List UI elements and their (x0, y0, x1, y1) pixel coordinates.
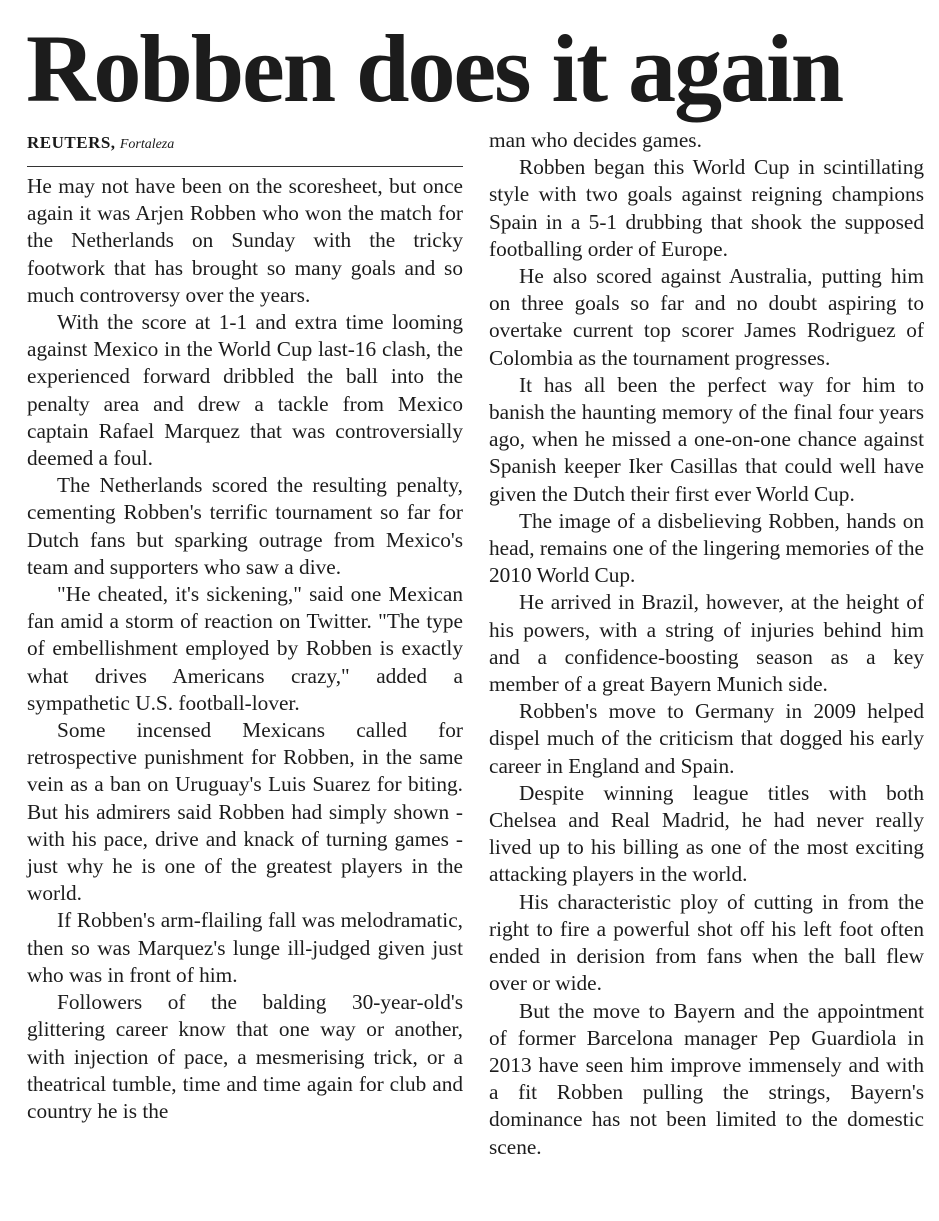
article-column-1 (27, 173, 463, 1125)
paragraph: The Netherlands scored the resulting penalty, cementing Robben's terrific tournament so far for Dutch fans but sparking outrage from Mexico's team and supporters who saw a dive. (27, 473, 463, 579)
paragraph: He also scored against Australia, putting him on three goals so far and no doubt aspiring to overtake current top scorer James Rodriguez of Colombia as the tournament progresses. (489, 264, 924, 370)
paragraph: "He cheated, it's sickening," said one Mexican fan amid a storm of reaction on Twitter. "The type of embellishment employed by Robben is exactly what drives Americans crazy," added a sympathetic U.S. football-lover. (27, 582, 463, 715)
paragraph: If Robben's arm-flailing fall was melodramatic, then so was Marquez's lunge ill-judged given just who was in front of him. (27, 908, 463, 987)
byline-agency: REUTERS, (27, 133, 116, 152)
paragraph: But the move to Bayern and the appointment of former Barcelona manager Pep Guardiola in 2013 have seen him improve immensely and with a fit Robben pulling the strings, Bayern's dominance has not been limited to the domestic scene. (489, 998, 924, 1159)
paragraph: With the score at 1-1 and extra time looming against Mexico in the World Cup last-16 clash, the experienced forward dribbled the ball into the penalty area and drew a tackle from Mexico captain Rafael Marquez that was controversially deemed a foul. (27, 310, 463, 471)
paragraph: Robben began this World Cup in scintillating style with two goals against reigning champions Spain in a 5-1 drubbing that shook the supposed footballing order of Europe. (489, 155, 924, 261)
paragraph: His characteristic ploy of cutting in from the right to fire a powerful shot off his left foot often ended in derision from fans when the ball flew over or wide. (489, 889, 924, 996)
byline-location: Fortaleza (119, 137, 175, 152)
paragraph: Some incensed Mexicans called for retrospective punishment for Robben, in the same vein as a ban on Uruguay's Luis Suarez for biting. But his admirers said Robben had simply shown - with his pace, drive and knack of turning games - just why he is one of the greatest players in the world. (27, 718, 463, 906)
article-column-2 (489, 127, 924, 1161)
paragraph: Despite winning league titles with both Chelsea and Real Madrid, he had never really lived up to his billing as one of the most exciting attacking players in the world. (489, 780, 924, 887)
paragraph: He arrived in Brazil, however, at the height of his powers, with a string of injuries behind him and a confidence-boosting season as a key member of a great Bayern Munich side. (489, 590, 924, 697)
byline-divider (27, 166, 463, 167)
paragraph: It has all been the perfect way for him to banish the haunting memory of the final four years ago, when he missed a one-on-one chance against Spanish keeper Iker Casillas that could well have given the Dutch their first ever World Cup. (489, 372, 924, 506)
headline: Robben does it again (26, 15, 843, 122)
paragraph-continuation: man who decides games. (489, 128, 702, 152)
paragraph: The image of a disbelieving Robben, hands on head, remains one of the lingering memories of the 2010 World Cup. (489, 508, 924, 588)
paragraph: Followers of the balding 30-year-old's glittering career know that one way or another, with injection of pace, a mesmerising trick, or a theatrical tumble, time and time again for club and country he is the (27, 990, 463, 1123)
paragraph: He may not have been on the scoresheet, but once again it was Arjen Robben who won the match for the Netherlands on Sunday with the tricky footwork that has brought so many goals and so much controversy over the years. (27, 174, 463, 307)
paragraph: Robben's move to Germany in 2009 helped dispel much of the criticism that dogged his early career in England and Spain. (489, 699, 924, 778)
byline (27, 132, 174, 156)
